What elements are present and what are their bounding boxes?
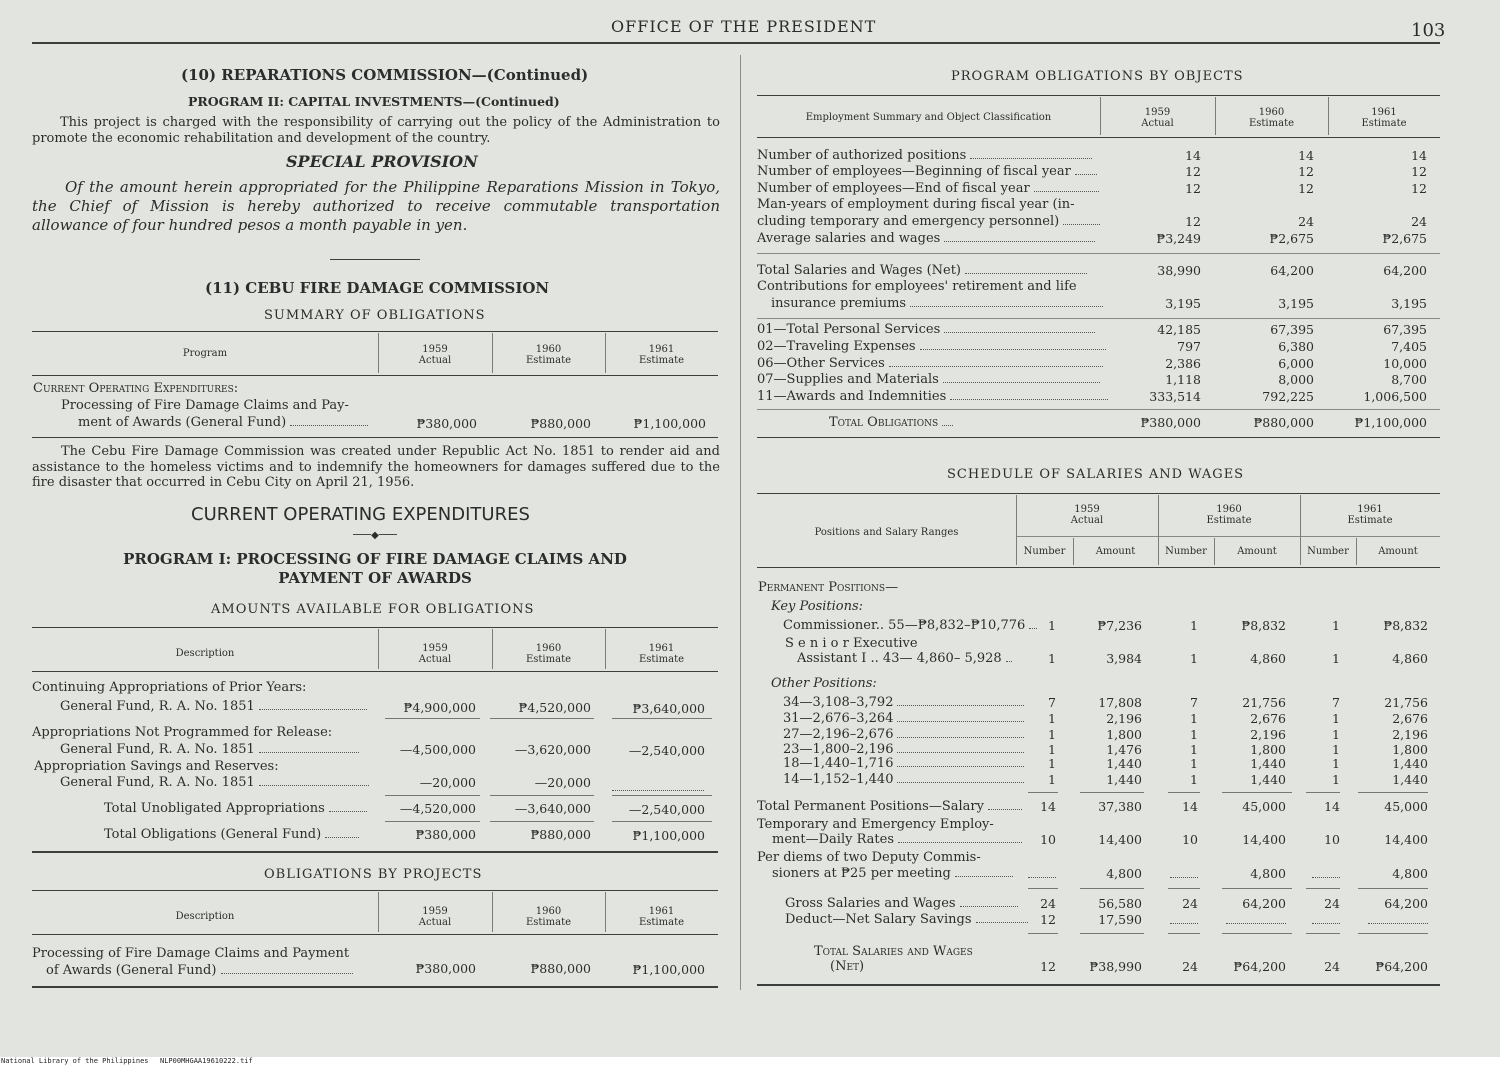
special-provision-text: Of the amount herein appropriated for the Philippine Reparations Mission in Tokyo, the Chief of Mission is hereby authorized to receive commutable transportation allowance of four hundred pesos a month payable in yen. bbox=[32, 178, 720, 234]
ssw-value: 1 bbox=[1332, 756, 1340, 771]
ornament-divider: ───◆─── bbox=[353, 530, 397, 541]
ssw-col-1959: 1959 Actual bbox=[1070, 504, 1104, 526]
ssw-value: 64,200 bbox=[1242, 896, 1286, 911]
ssw-value: 14,400 bbox=[1384, 832, 1428, 847]
pob-row-label: Man-years of employment during fiscal year (in- bbox=[757, 197, 1075, 212]
column-divider bbox=[740, 55, 741, 990]
aao-val: ₱4,900,000 bbox=[403, 700, 476, 715]
ssw-row-label: Total Permanent Positions—Salary bbox=[757, 799, 1022, 814]
summary-row-line2: ment of Awards (General Fund) bbox=[78, 415, 368, 430]
ssw-row-label: ment—Daily Rates bbox=[772, 832, 1022, 847]
pob-value: 6,000 bbox=[1278, 356, 1314, 371]
pob-row-label: 11—Awards and Indemnities bbox=[757, 389, 1108, 404]
ssw-value: 64,200 bbox=[1384, 896, 1428, 911]
ssw-subtotal-rule bbox=[1358, 933, 1428, 934]
summary-row-line1: Processing of Fire Damage Claims and Pay- bbox=[61, 398, 349, 413]
ssw-value: 1,440 bbox=[1392, 772, 1428, 787]
aao-row-label: Appropriations Not Programmed for Release: bbox=[32, 725, 333, 740]
aao-top-rule bbox=[32, 627, 718, 628]
aao-val: ₱880,000 bbox=[530, 827, 591, 842]
pob-value: 12 bbox=[1185, 181, 1201, 196]
ssw-subtotal-rule bbox=[1168, 792, 1200, 793]
pob-row-label: Total Salaries and Wages (Net) bbox=[757, 263, 1087, 278]
pob-value: 7,405 bbox=[1391, 339, 1427, 354]
ssw-value: 56,580 bbox=[1098, 896, 1142, 911]
obp-col-1960: 1960 Estimate bbox=[525, 906, 572, 928]
library-name: National Library of the Philippines bbox=[1, 1057, 149, 1065]
file-id: NLP00MHGAA19610222.tif bbox=[160, 1057, 253, 1065]
section-10-title: (10) REPARATIONS COMMISSION—(Continued) bbox=[181, 66, 589, 84]
ssw-value: 4,860 bbox=[1392, 651, 1428, 666]
aao-header-rule bbox=[32, 671, 718, 672]
section-separator bbox=[330, 259, 420, 260]
pob-value: ₱880,000 bbox=[1253, 415, 1314, 430]
pob-value: 12 bbox=[1185, 214, 1201, 229]
section-11-title: (11) CEBU FIRE DAMAGE COMMISSION bbox=[205, 279, 550, 297]
pob-value: 12 bbox=[1411, 181, 1427, 196]
aao-title: AMOUNTS AVAILABLE FOR OBLIGATIONS bbox=[211, 602, 535, 617]
ssw-value: ₱64,200 bbox=[1375, 959, 1428, 974]
summary-col-1960: 1960 Estimate bbox=[525, 344, 572, 366]
pob-row-label: Total Obligations bbox=[829, 415, 953, 430]
pob-value: ₱2,675 bbox=[1382, 231, 1427, 246]
ssw-value: 17,590 bbox=[1098, 912, 1142, 927]
aao-col-1960: 1960 Estimate bbox=[525, 643, 572, 665]
ssw-row-label: 31—2,676–3,264 bbox=[783, 711, 1024, 726]
pob-value: 14 bbox=[1185, 148, 1201, 163]
ssw-value: 14 bbox=[1182, 799, 1198, 814]
ssw-value: 2,676 bbox=[1392, 711, 1428, 726]
pob-value: 3,195 bbox=[1391, 296, 1427, 311]
ssw-value: 1,476 bbox=[1106, 742, 1142, 757]
ssw-value: 21,756 bbox=[1384, 695, 1428, 710]
aao-subtotal-rule bbox=[385, 821, 480, 822]
ssw-value: ₱38,990 bbox=[1089, 959, 1142, 974]
header-rule bbox=[32, 42, 1440, 44]
ssw-value: 1 bbox=[1190, 727, 1198, 742]
ssw-value: 1 bbox=[1190, 618, 1198, 633]
ssw-bottom-rule bbox=[757, 984, 1440, 986]
ssw-row-label: sioners at ₱25 per meeting bbox=[772, 866, 1013, 881]
aao-total-label: Total Obligations (General Fund) bbox=[104, 827, 359, 842]
summary-top-rule bbox=[32, 331, 718, 332]
summary-group-label: Current Operating Expenditures: bbox=[33, 381, 239, 396]
pob-rule bbox=[757, 409, 1440, 410]
ssw-subtotal-rule bbox=[1028, 792, 1058, 793]
aao-val: ₱3,640,000 bbox=[632, 701, 705, 716]
ssw-value: 4,860 bbox=[1250, 651, 1286, 666]
ssw-value: 1 bbox=[1332, 618, 1340, 633]
summary-header-rule bbox=[32, 375, 718, 376]
pob-value: 67,395 bbox=[1383, 322, 1427, 337]
pob-value: ₱3,249 bbox=[1156, 231, 1201, 246]
aao-row-label: Appropriation Savings and Reserves: bbox=[34, 759, 279, 774]
summary-col-1961: 1961 Estimate bbox=[638, 344, 685, 366]
aao-empty-cell bbox=[612, 776, 704, 795]
pob-row-label: Average salaries and wages bbox=[757, 231, 1095, 246]
ssw-value: 1 bbox=[1332, 711, 1340, 726]
ssw-value: 1 bbox=[1190, 742, 1198, 757]
ssw-subcol-number: Number bbox=[1165, 546, 1207, 557]
ssw-value: 1 bbox=[1190, 651, 1198, 666]
aao-val: —20,000 bbox=[534, 775, 591, 790]
pob-rule bbox=[757, 437, 1440, 438]
ssw-value: 24 bbox=[1040, 896, 1056, 911]
ssw-value: 14,400 bbox=[1098, 832, 1142, 847]
ssw-value: 14,400 bbox=[1242, 832, 1286, 847]
aao-col-description: Description bbox=[175, 648, 235, 659]
ssw-value: 1,800 bbox=[1250, 742, 1286, 757]
ssw-subtotal-rule bbox=[1222, 888, 1292, 889]
aao-row-label: Continuing Appropriations of Prior Years: bbox=[32, 680, 307, 695]
ssw-empty-cell bbox=[1158, 866, 1198, 881]
ssw-value: 1 bbox=[1190, 756, 1198, 771]
aao-val: —3,620,000 bbox=[514, 742, 591, 757]
pob-value: ₱380,000 bbox=[1140, 415, 1201, 430]
aao-row-label: General Fund, R. A. No. 1851 bbox=[60, 742, 359, 757]
ssw-value: 37,380 bbox=[1098, 799, 1142, 814]
aao-subtotal-rule bbox=[385, 795, 480, 796]
ssw-empty-cell bbox=[1300, 912, 1340, 927]
aao-row-label: General Fund, R. A. No. 1851 bbox=[60, 775, 369, 790]
ssw-value: 1 bbox=[1048, 618, 1056, 633]
ssw-row-label: Total Salaries and Wages bbox=[814, 944, 973, 959]
ssw-row-label: 23—1,800–2,196 bbox=[783, 742, 1024, 757]
obp-header-rule bbox=[32, 934, 718, 935]
ssw-row-label: Deduct—Net Salary Savings bbox=[785, 912, 1028, 927]
ssw-value: 4,800 bbox=[1392, 866, 1428, 881]
ssw-value: 10 bbox=[1182, 832, 1198, 847]
aao-val: —3,640,000 bbox=[514, 801, 591, 816]
obp-val-1960: ₱880,000 bbox=[530, 961, 591, 976]
ssw-value: 2,676 bbox=[1250, 711, 1286, 726]
ssw-value: 1,440 bbox=[1250, 772, 1286, 787]
scan-caption-bar bbox=[0, 1057, 1500, 1065]
ssw-row-label: 27—2,196–2,676 bbox=[783, 727, 1024, 742]
pob-row-label: 01—Total Personal Services bbox=[757, 322, 1095, 337]
ssw-subcol-amount: Amount bbox=[1237, 546, 1277, 557]
ssw-value: 21,756 bbox=[1242, 695, 1286, 710]
ssw-subtotal-rule bbox=[1222, 792, 1292, 793]
ssw-value: 1,440 bbox=[1106, 756, 1142, 771]
pob-value: 6,380 bbox=[1278, 339, 1314, 354]
pob-row-label: 07—Supplies and Materials bbox=[757, 372, 1100, 387]
ssw-value: 14 bbox=[1324, 799, 1340, 814]
ssw-value: 1 bbox=[1332, 742, 1340, 757]
pob-value: 3,195 bbox=[1278, 296, 1314, 311]
ssw-subtotal-rule bbox=[1028, 888, 1058, 889]
aao-val: —2,540,000 bbox=[628, 802, 705, 817]
ssw-value: 12 bbox=[1040, 912, 1056, 927]
summary-title: SUMMARY OF OBLIGATIONS bbox=[264, 308, 486, 323]
pob-value: 8,000 bbox=[1278, 372, 1314, 387]
pob-row-label: 02—Traveling Expenses bbox=[757, 339, 1106, 354]
ssw-subtotal-rule bbox=[1028, 933, 1058, 934]
ssw-value: 1 bbox=[1190, 711, 1198, 726]
obp-col-description: Description bbox=[175, 911, 235, 922]
pob-value: 24 bbox=[1411, 214, 1427, 229]
pob-value: 333,514 bbox=[1149, 389, 1201, 404]
aao-val: ₱380,000 bbox=[415, 827, 476, 842]
ssw-value: ₱7,236 bbox=[1097, 618, 1142, 633]
ssw-subtotal-rule bbox=[1358, 792, 1428, 793]
ssw-value: 7 bbox=[1048, 695, 1056, 710]
pob-value: 12 bbox=[1411, 164, 1427, 179]
ssw-value: 3,984 bbox=[1106, 651, 1142, 666]
ssw-value: 2,196 bbox=[1392, 727, 1428, 742]
aao-total-label: Total Unobligated Appropriations bbox=[104, 801, 367, 816]
ssw-value: 12 bbox=[1040, 959, 1056, 974]
aao-subtotal-rule bbox=[385, 718, 480, 719]
pob-col-1959: 1959 Actual bbox=[1141, 107, 1174, 129]
ssw-empty-cell bbox=[1356, 912, 1428, 927]
ssw-value: 7 bbox=[1190, 695, 1198, 710]
summary-val-1959: ₱380,000 bbox=[416, 416, 477, 431]
ssw-value: 45,000 bbox=[1242, 799, 1286, 814]
pob-value: 42,185 bbox=[1157, 322, 1201, 337]
aao-row-label: General Fund, R. A. No. 1851 bbox=[60, 699, 367, 714]
pob-row-label: cluding temporary and emergency personnel) bbox=[757, 214, 1100, 229]
ssw-subtotal-rule bbox=[1306, 792, 1340, 793]
ssw-empty-cell bbox=[1300, 866, 1340, 881]
aao-subtotal-rule bbox=[612, 821, 712, 822]
pob-value: 8,700 bbox=[1391, 372, 1427, 387]
pob-value: 797 bbox=[1177, 339, 1201, 354]
pob-header-rule bbox=[757, 137, 1440, 138]
aao-val: —4,500,000 bbox=[399, 742, 476, 757]
pob-value: 38,990 bbox=[1157, 263, 1201, 278]
ssw-row-label: 18—1,440–1,716 bbox=[783, 756, 1024, 771]
ssw-col-positions: Positions and Salary Ranges bbox=[814, 527, 959, 538]
ssw-value: 4,800 bbox=[1106, 866, 1142, 881]
ssw-row-label: Per diems of two Deputy Commis- bbox=[757, 850, 981, 865]
ssw-value: 24 bbox=[1182, 896, 1198, 911]
aao-val: —20,000 bbox=[419, 775, 476, 790]
ssw-subcol-number: Number bbox=[1307, 546, 1349, 557]
ssw-value: 1 bbox=[1332, 772, 1340, 787]
ssw-value: 1 bbox=[1048, 742, 1056, 757]
ssw-col-1961: 1961 Estimate bbox=[1347, 504, 1393, 526]
program-ii-title: PROGRAM II: CAPITAL INVESTMENTS—(Continued) bbox=[188, 94, 560, 109]
ssw-value: 1 bbox=[1332, 651, 1340, 666]
ssw-empty-cell bbox=[1214, 912, 1286, 927]
ssw-value: 24 bbox=[1182, 959, 1198, 974]
ssw-empty-cell bbox=[1158, 912, 1198, 927]
ssw-value: 1,800 bbox=[1392, 742, 1428, 757]
ssw-value: 17,808 bbox=[1098, 695, 1142, 710]
aao-col-1959: 1959 Actual bbox=[418, 643, 452, 665]
ssw-subtotal-rule bbox=[1222, 933, 1292, 934]
ssw-value: 24 bbox=[1324, 896, 1340, 911]
ssw-value: 1,440 bbox=[1392, 756, 1428, 771]
sec10-paragraph: This project is charged with the responsibility of carrying out the policy of the Administration to promote the economic rehabilitation and development of the country. bbox=[32, 115, 720, 146]
pob-row-label: Number of authorized positions bbox=[757, 148, 1092, 163]
ssw-value: 1 bbox=[1190, 772, 1198, 787]
ssw-value: 2,196 bbox=[1250, 727, 1286, 742]
pob-title: PROGRAM OBLIGATIONS BY OBJECTS bbox=[951, 69, 1244, 84]
ssw-row-label: 34—3,108–3,792 bbox=[783, 695, 1024, 710]
ssw-empty-cell bbox=[1016, 866, 1056, 881]
pob-value: 12 bbox=[1185, 164, 1201, 179]
pob-value: ₱1,100,000 bbox=[1354, 415, 1427, 430]
ssw-subcol-number: Number bbox=[1023, 546, 1066, 557]
aao-bottom-rule bbox=[32, 851, 718, 853]
aao-subtotal-rule bbox=[490, 795, 594, 796]
ssw-value: ₱8,832 bbox=[1383, 618, 1428, 633]
ssw-header-rule bbox=[757, 567, 1440, 568]
pob-value: 24 bbox=[1298, 214, 1314, 229]
pob-value: 792,225 bbox=[1262, 389, 1314, 404]
pob-col-classification: Employment Summary and Object Classification bbox=[805, 112, 1052, 123]
ssw-row-label: Other Positions: bbox=[771, 676, 877, 691]
pob-row-label: 06—Other Services bbox=[757, 356, 1103, 371]
pob-top-rule bbox=[757, 95, 1440, 96]
pob-value: 3,195 bbox=[1165, 296, 1201, 311]
summary-val-1961: ₱1,100,000 bbox=[633, 416, 706, 431]
ssw-subcol-amount: Amount bbox=[1095, 546, 1136, 557]
pob-value: 14 bbox=[1411, 148, 1427, 163]
ssw-value: 1,800 bbox=[1106, 727, 1142, 742]
ssw-row-label: S e n i o r Executive bbox=[785, 636, 918, 651]
pob-value: 1,006,500 bbox=[1363, 389, 1427, 404]
ssw-subtotal-rule bbox=[1168, 933, 1200, 934]
pob-value: 2,386 bbox=[1165, 356, 1201, 371]
aao-col-1961: 1961 Estimate bbox=[638, 643, 685, 665]
summary-col-1959: 1959 Actual bbox=[418, 344, 452, 366]
ssw-value: 1,440 bbox=[1250, 756, 1286, 771]
aao-val: —4,520,000 bbox=[399, 801, 476, 816]
pob-col-1961: 1961 Estimate bbox=[1361, 107, 1407, 129]
ssw-subtotal-rule bbox=[1306, 888, 1340, 889]
pob-rule bbox=[757, 253, 1440, 254]
pob-value: ₱2,675 bbox=[1269, 231, 1314, 246]
running-head: OFFICE OF THE PRESIDENT bbox=[611, 17, 877, 36]
pob-value: 12 bbox=[1298, 164, 1314, 179]
ssw-subtotal-rule bbox=[1306, 933, 1340, 934]
ssw-top-rule bbox=[757, 493, 1440, 494]
pob-value: 10,000 bbox=[1383, 356, 1427, 371]
cebu-paragraph: The Cebu Fire Damage Commission was created under Republic Act No. 1851 to render aid and assistance to the homeless victims and to indemnify the homeowners for damages suffered due to the fire disaster that occurred in Cebu City on April 21, 1956. bbox=[32, 444, 720, 490]
ssw-row-label: Permanent Positions— bbox=[758, 580, 899, 595]
summary-val-1960: ₱880,000 bbox=[530, 416, 591, 431]
ssw-value: 1,440 bbox=[1106, 772, 1142, 787]
ssw-subtotal-rule bbox=[1358, 888, 1428, 889]
ssw-value: 14 bbox=[1040, 799, 1056, 814]
aao-subtotal-rule bbox=[490, 718, 594, 719]
pob-col-1960: 1960 Estimate bbox=[1248, 107, 1295, 129]
aao-subtotal-rule bbox=[612, 718, 712, 719]
ssw-row-label: Key Positions: bbox=[771, 599, 864, 614]
ssw-row-label: 14—1,152–1,440 bbox=[783, 772, 1024, 787]
ssw-col-1960: 1960 Estimate bbox=[1206, 504, 1252, 526]
ssw-title: SCHEDULE OF SALARIES AND WAGES bbox=[947, 467, 1245, 482]
ssw-value: 1 bbox=[1048, 772, 1056, 787]
pob-row-label: Number of employees—Beginning of fiscal year bbox=[757, 164, 1097, 179]
ssw-subtotal-rule bbox=[1080, 888, 1144, 889]
ssw-mid-rule bbox=[1016, 536, 1440, 537]
ssw-subtotal-rule bbox=[1168, 888, 1200, 889]
ssw-value: 1 bbox=[1048, 727, 1056, 742]
ssw-subcol-amount: Amount bbox=[1378, 546, 1418, 557]
ssw-row-label: (Net) bbox=[830, 959, 865, 974]
ssw-value: 1 bbox=[1048, 756, 1056, 771]
aao-subtotal-rule bbox=[490, 821, 594, 822]
obp-title: OBLIGATIONS BY PROJECTS bbox=[264, 867, 483, 882]
ssw-subtotal-rule bbox=[1080, 933, 1144, 934]
pob-value: 1,118 bbox=[1165, 372, 1201, 387]
pob-value: 64,200 bbox=[1270, 263, 1314, 278]
obp-row-line2: of Awards (General Fund) bbox=[46, 963, 353, 978]
pob-row-label: Number of employees—End of fiscal year bbox=[757, 181, 1099, 196]
special-provision-title: SPECIAL PROVISION bbox=[286, 152, 478, 171]
ssw-value: 10 bbox=[1324, 832, 1340, 847]
page-number: 103 bbox=[1411, 20, 1446, 41]
ssw-value: 1 bbox=[1048, 651, 1056, 666]
pob-value: 14 bbox=[1298, 148, 1314, 163]
aao-val: ₱4,520,000 bbox=[518, 700, 591, 715]
ssw-value: ₱64,200 bbox=[1233, 959, 1286, 974]
pob-value: 12 bbox=[1298, 181, 1314, 196]
ssw-value: ₱8,832 bbox=[1241, 618, 1286, 633]
obp-val-1961: ₱1,100,000 bbox=[632, 962, 705, 977]
ssw-value: 45,000 bbox=[1384, 799, 1428, 814]
obp-bottom-rule bbox=[32, 986, 718, 988]
obp-col-1959: 1959 Actual bbox=[418, 906, 452, 928]
pob-value: 64,200 bbox=[1383, 263, 1427, 278]
ssw-value: 24 bbox=[1324, 959, 1340, 974]
ssw-subtotal-rule bbox=[1080, 792, 1144, 793]
pob-rule bbox=[757, 318, 1440, 319]
pob-row-label: insurance premiums bbox=[771, 296, 1103, 311]
obp-row-line1: Processing of Fire Damage Claims and Payment bbox=[32, 946, 350, 961]
ssw-value: 1 bbox=[1048, 711, 1056, 726]
aao-val: —2,540,000 bbox=[628, 743, 705, 758]
ssw-row-label: Temporary and Emergency Employ- bbox=[757, 817, 994, 832]
aao-subtotal-rule bbox=[612, 795, 712, 796]
pob-value: 67,395 bbox=[1270, 322, 1314, 337]
summary-bottom-rule bbox=[32, 437, 718, 438]
ssw-value: 4,800 bbox=[1250, 866, 1286, 881]
coe-title: CURRENT OPERATING EXPENDITURES bbox=[191, 504, 530, 525]
ssw-value: 1 bbox=[1332, 727, 1340, 742]
pob-row-label: Contributions for employees' retirement and life bbox=[757, 279, 1077, 294]
ssw-row-label: Gross Salaries and Wages bbox=[785, 896, 1018, 911]
obp-top-rule bbox=[32, 890, 718, 891]
ssw-row-label: Assistant I .. 43— 4,860– 5,928 bbox=[797, 651, 1012, 666]
ssw-value: 10 bbox=[1040, 832, 1056, 847]
ssw-value: 7 bbox=[1332, 695, 1340, 710]
obp-val-1959: ₱380,000 bbox=[415, 961, 476, 976]
ssw-value: 2,196 bbox=[1106, 711, 1142, 726]
ssw-row-label: Commissioner.. 55—₱8,832–₱10,776 bbox=[783, 618, 1037, 633]
obp-col-1961: 1961 Estimate bbox=[638, 906, 685, 928]
aao-val: ₱1,100,000 bbox=[632, 828, 705, 843]
program-i-title: PROGRAM I: PROCESSING OF FIRE DAMAGE CLAIMS AND PAYMENT OF AWARDS bbox=[123, 550, 627, 587]
summary-col-program: Program bbox=[182, 348, 228, 359]
